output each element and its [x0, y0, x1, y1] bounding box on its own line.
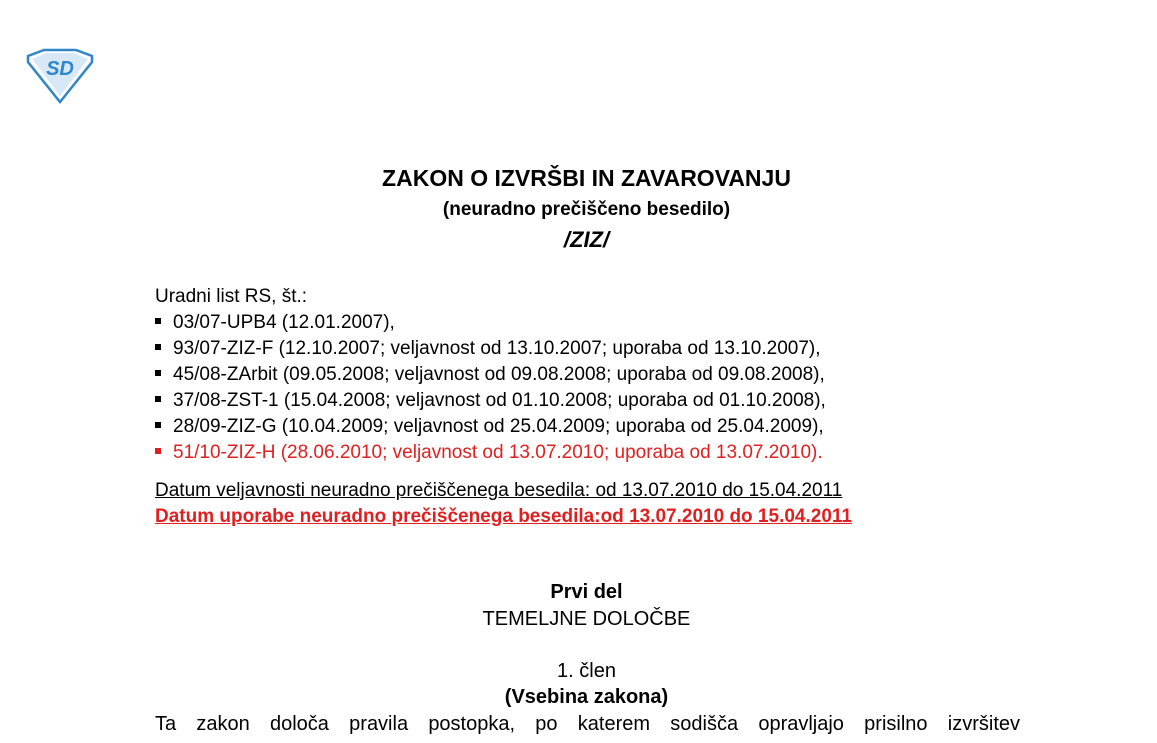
document-subtitle: (neuradno prečiščeno besedilo) — [442, 199, 731, 220]
gazette-item: 45/08-ZArbit (09.05.2008; veljavnost od 09.08.2008; uporaba od 09.08.2008), — [155, 362, 826, 388]
gazette-label: Uradni list RS, št.: — [155, 286, 308, 307]
gazette-list — [155, 284, 826, 466]
usage-label: Datum uporabe neuradno prečiščenega besedila: — [155, 506, 601, 527]
gazette-item: 28/09-ZIZ-G (10.04.2009; veljavnost od 25.04.2009; uporaba od 25.04.2009), — [155, 414, 826, 440]
validity-value: od 13.07.2010 do 15.04.2011 — [595, 480, 843, 501]
bullet-icon — [155, 344, 161, 350]
bullet-icon — [155, 396, 161, 402]
gazette-item: 37/08-ZST-1 (15.04.2008; veljavnost od 01.10.2008; uporaba od 01.10.2008), — [155, 388, 826, 414]
part-heading: Prvi del — [550, 581, 623, 603]
article-number: 1. člen — [557, 660, 616, 682]
document-title: ZAKON O IZVRŠBI IN ZAVAROVANJU — [382, 165, 791, 191]
date-block — [155, 478, 852, 530]
sd-logo-icon — [22, 48, 96, 104]
validity-label: Datum veljavnosti neuradno prečiščenega besedila: — [155, 480, 591, 501]
article-text: Ta zakon določa pravila postopka, po katerem sodišča opravljajo prisilno izvršitev — [155, 713, 1020, 735]
bullet-icon — [155, 448, 161, 454]
bullet-icon — [155, 370, 161, 376]
part-title: TEMELJNE DOLOČBE — [482, 608, 691, 630]
bullet-icon — [155, 318, 161, 324]
gazette-item: 03/07-UPB4 (12.01.2007), — [155, 310, 826, 336]
article-title: (Vsebina zakona) — [504, 686, 669, 708]
validity-date — [155, 478, 852, 504]
usage-value: od 13.07.2010 do 15.04.2011 — [600, 506, 852, 527]
gazette-item-current: 51/10-ZIZ-H (28.06.2010; veljavnost od 13.07.2010; uporaba od 13.07.2010). — [155, 440, 826, 466]
bullet-icon — [155, 422, 161, 428]
usage-date — [155, 504, 852, 530]
gazette-item: 93/07-ZIZ-F (12.10.2007; veljavnost od 13.10.2007; uporaba od 13.10.2007), — [155, 336, 826, 362]
document-abbreviation: /ZIZ/ — [563, 227, 610, 252]
logo-text: SD — [46, 58, 74, 80]
